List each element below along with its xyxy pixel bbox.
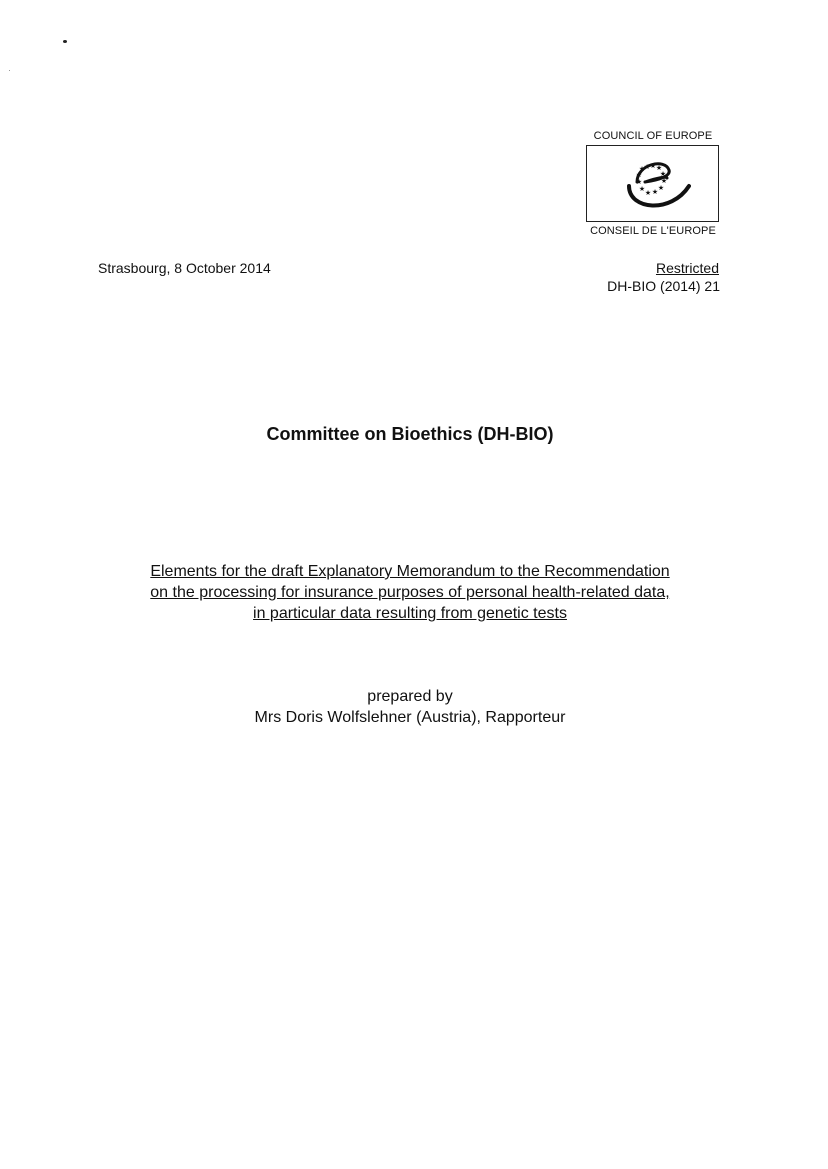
svg-text:★: ★ (638, 165, 646, 173)
title-line: in particular data resulting from genetic tests (253, 605, 567, 622)
place-and-date: Strasbourg, 8 October 2014 (98, 260, 271, 276)
title-line: on the processing for insurance purposes of personal health-related data, (150, 584, 670, 601)
council-of-europe-logo-icon (615, 152, 691, 216)
svg-text:★: ★ (635, 178, 643, 186)
prepared-by-label: prepared by (367, 688, 453, 705)
org-name-english: COUNCIL OF EUROPE (593, 130, 713, 142)
title-line: Elements for the draft Explanatory Memorandum to the Recommendation (150, 563, 670, 580)
svg-text:★: ★ (649, 162, 657, 170)
committee-heading: Committee on Bioethics (DH-BIO) (266, 424, 554, 444)
prepared-by-block (0, 686, 820, 728)
scan-speck (9, 70, 10, 71)
svg-text:★: ★ (655, 164, 663, 172)
svg-text:★: ★ (635, 171, 643, 179)
svg-text:★: ★ (657, 184, 665, 192)
svg-text:★: ★ (638, 185, 646, 193)
classification-label: Restricted (655, 260, 719, 276)
document-reference: DH-BIO (2014) 21 (607, 278, 720, 294)
council-of-europe-header (586, 130, 720, 237)
memorandum-title (0, 561, 820, 624)
svg-text:★: ★ (643, 163, 651, 171)
svg-text:★: ★ (651, 188, 659, 196)
author-name: Mrs Doris Wolfslehner (Austria), Rapporteur (254, 709, 566, 726)
svg-text:★: ★ (644, 189, 652, 197)
svg-text:★: ★ (659, 170, 667, 178)
org-name-french: CONSEIL DE L'EUROPE (590, 225, 716, 237)
scan-speck (63, 40, 67, 43)
logo-frame (586, 145, 719, 222)
svg-text:★: ★ (660, 177, 668, 185)
